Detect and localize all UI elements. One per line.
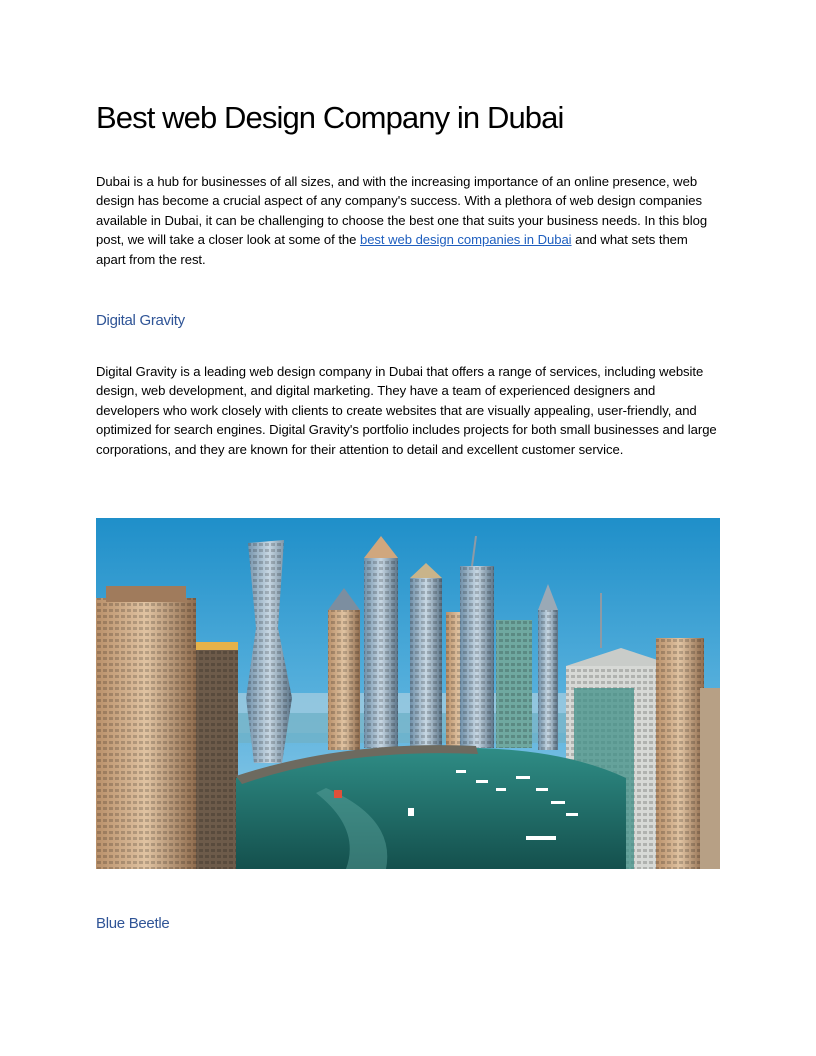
- document-title: Best web Design Company in Dubai: [96, 100, 564, 135]
- section-heading-digital-gravity: Digital Gravity: [96, 312, 185, 329]
- intro-text-before-link: Dubai is a hub for businesses of all sizes, and with the increasing importance of an online presence, web design has become a crucial aspect of any company's success. With a plethora of web design companies available in Dubai, it can be challenging to choose the best one that suits your business needs. In this blog post, we will take a closer look at some of the: [96, 174, 708, 248]
- intro-text-after-link: and what sets them apart from the rest.: [96, 232, 688, 267]
- dubai-marina-photo: [96, 518, 720, 869]
- best-web-design-companies-link[interactable]: best web design companies in Dubai: [359, 232, 572, 248]
- section-heading-blue-beetle: Blue Beetle: [96, 915, 170, 932]
- digital-gravity-paragraph: Digital Gravity is a leading web design company in Dubai that offers a range of services, including website design, web development, and digital marketing. They have a team of experienced designers and developers who work closely with clients to create websites that are visually appealing, user-friendly, and optimized for search engines. Digital Gravity's portfolio includes projects for both small businesses and large corporations, and they are known for their attention to detail and excellent customer service.: [96, 364, 717, 457]
- intro-paragraph: [96, 172, 720, 269]
- dubai-skyline-illustration: [96, 518, 720, 869]
